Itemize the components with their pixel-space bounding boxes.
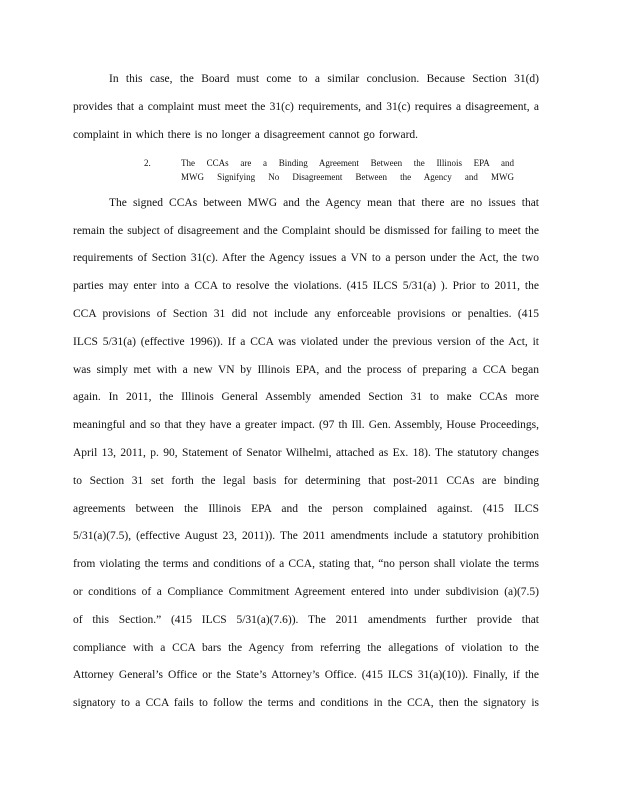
paragraph-2-line-3: requirements of Section 31(c). After the Agency issues a VN to a person under the Act, the two	[73, 252, 539, 264]
section-heading-line-1: The CCAs are a Binding Agreement Between the Illinois EPA and	[181, 158, 514, 168]
paragraph-2-line-12: agreements between the Illinois EPA and the person complained against. (415 ILCS	[73, 503, 539, 515]
paragraph-1-line-1: In this case, the Board must come to a similar conclusion. Because Section 31(d)	[109, 73, 539, 85]
paragraph-2-line-5: CCA provisions of Section 31 did not include any enforceable provisions or penalties. (415	[73, 308, 539, 320]
paragraph-2-line-6: ILCS 5/31(a) (effective 1996)). If a CCA was violated under the previous version of the Act, it	[73, 336, 539, 348]
paragraph-2-line-16: of this Section.” (415 ILCS 5/31(a)(7.6)). The 2011 amendments further provide that	[73, 614, 539, 626]
paragraph-2-line-8: again. In 2011, the Illinois General Assembly amended Section 31 to make CCAs more	[73, 391, 539, 403]
paragraph-1-line-3: complaint in which there is no longer a disagreement cannot go forward.	[73, 129, 419, 141]
section-heading-number: 2.	[144, 158, 151, 168]
section-heading-line-2: MWG Signifying No Disagreement Between the Agency and MWG	[181, 172, 514, 182]
paragraph-2-line-18: Attorney General’s Office or the State’s Attorney’s Office. (415 ILCS 31(a)(10)). Finally, if the	[73, 669, 539, 681]
paragraph-2-line-9: meaningful and so that they have a greater impact. (97 th Ill. Gen. Assembly, House Proceedings,	[73, 419, 539, 431]
paragraph-2-line-2: remain the subject of disagreement and the Complaint should be dismissed for failing to meet the	[73, 225, 539, 237]
paragraph-2-line-7: was simply met with a new VN by Illinois EPA, and the process of preparing a CCA began	[73, 364, 539, 376]
paragraph-2-line-17: compliance with a CCA bars the Agency from referring the allegations of violation to the	[73, 642, 539, 654]
paragraph-1-line-2: provides that a complaint must meet the 31(c) requirements, and 31(c) requires a disagreement, a	[73, 101, 539, 113]
paragraph-2-line-4: parties may enter into a CCA to resolve the violations. (415 ILCS 5/31(a) ). Prior to 2011, the	[73, 280, 539, 292]
paragraph-2-line-10: April 13, 2011, p. 90, Statement of Senator Wilhelmi, attached as Ex. 18). The statutory changes	[73, 447, 539, 459]
paragraph-2-line-15: or conditions of a Compliance Commitment Agreement entered into under subdivision (a)(7.5)	[73, 586, 539, 598]
paragraph-2-line-11: to Section 31 set forth the legal basis for determining that post-2011 CCAs are binding	[73, 475, 539, 487]
paragraph-2-line-1: The signed CCAs between MWG and the Agency mean that there are no issues that	[109, 197, 539, 209]
paragraph-2-line-19: signatory to a CCA fails to follow the terms and conditions in the CCA, then the signatory is	[73, 697, 539, 709]
paragraph-2-line-13: 5/31(a)(7.5), (effective August 23, 2011)). The 2011 amendments include a statutory prohibition	[73, 530, 539, 542]
paragraph-2-line-14: from violating the terms and conditions of a CCA, stating that, “no person shall violate the terms	[73, 558, 539, 570]
